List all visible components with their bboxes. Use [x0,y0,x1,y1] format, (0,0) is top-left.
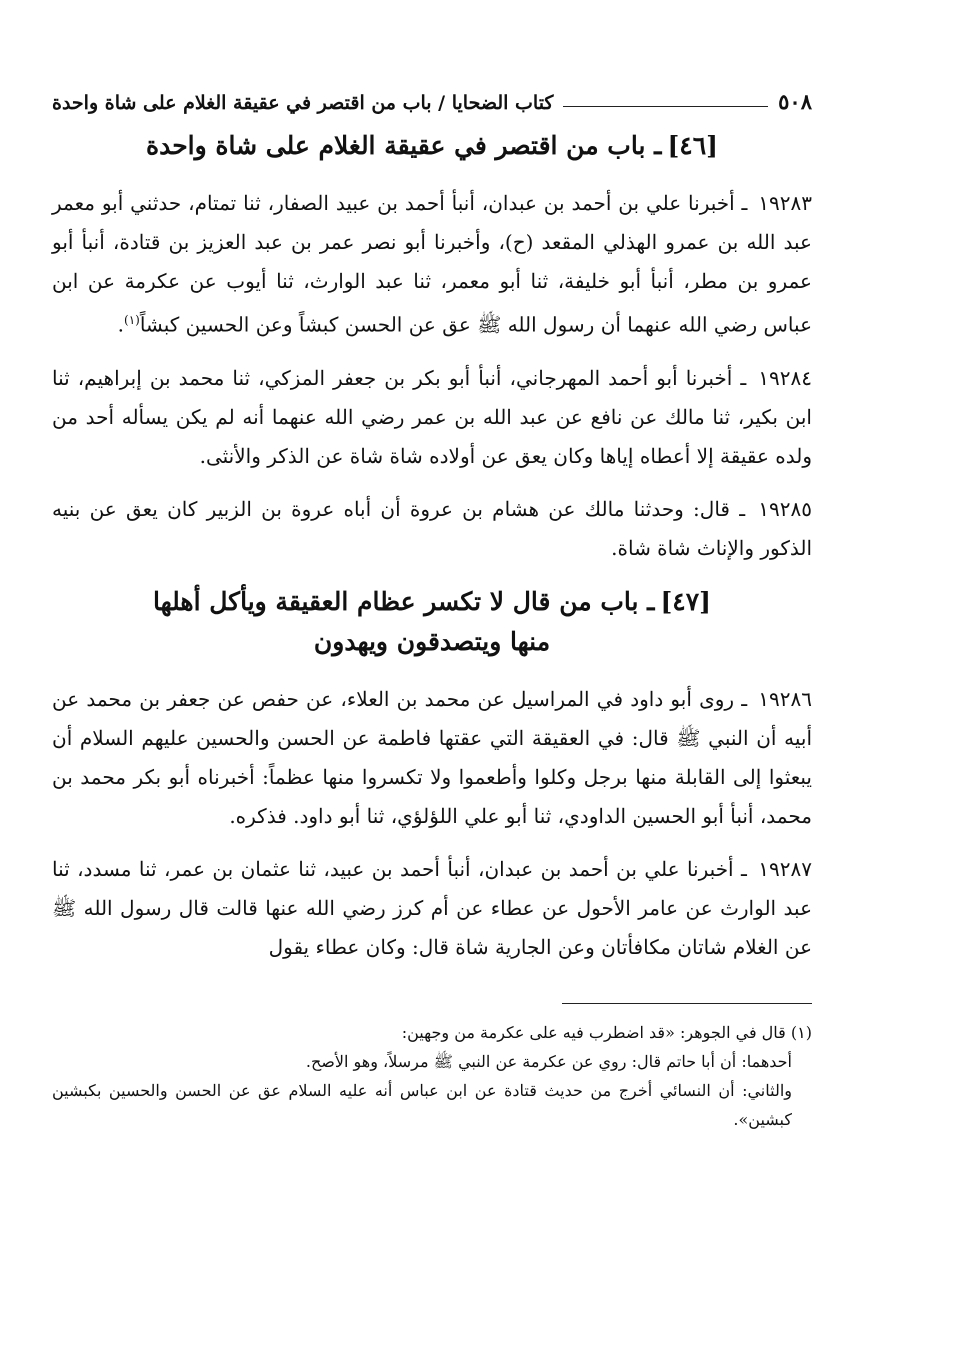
footnotes [52,1018,812,1134]
footnote-1-part2: والثاني: أن النسائي أخرج من حديث قتادة عن ابن عباس أنه عليه السلام عق عن الحسن والحسين بكبشين كبشين». [52,1080,793,1129]
chapter-title-line1: ـ باب من قال لا تكسر عظام العقيقة ويأكل أهلها [153,586,655,616]
footnote-ref[interactable]: (١) [124,313,140,327]
chapter-title-line2: منها ويتصدقون ويهدون [313,626,551,656]
chapter-number: [٤٦] [667,131,718,160]
chapter-heading-47 [52,582,812,662]
page-number: ٥٠٨ [778,89,812,114]
hadith-number: ١٩٢٨٤ [758,365,812,390]
footnote-rule [562,1003,812,1004]
hadith-number: ١٩٢٨٥ [758,496,813,521]
header-rule [563,106,768,107]
hadith-19286 [52,680,812,836]
hadith-19284 [52,359,812,476]
hadith-text: ـ روى أبو داود في المراسيل عن محمد بن العلاء، عن حفص عن جعفر بن محمد عن أبيه أن النبي ﷺ قال: في العقيقة التي عقتها فاطمة عن الحسن والحسين عليهم السلام أن يبعثوا إلى القابلة منها برجل وكلوا وأطعموا ولا تكسروا منها عظماً: أخبرناه أبو بكر محمد بن محمد، أنبأ أبو الحسين الداودي، ثنا أبو علي اللؤلؤي، ثنا أبو داود. فذكره. [52,686,812,828]
hadith-end: . [117,312,124,337]
chapter-title: ـ باب من اقتصر في عقيقة الغلام على شاة واحدة [145,131,662,160]
running-header [52,78,812,114]
footnote-1-part1: أحدهما: أن أبا حاتم قال: روي عن عكرمة عن النبي ﷺ مرسلاً، وهو الأصح. [305,1051,792,1071]
footnote-1: (١) قال في الجوهر: «قد اضطرب فيه على عكرمة من وجهين: [401,1022,812,1042]
book-page [52,78,812,1338]
hadith-19283 [52,184,812,345]
hadith-text: ـ أخبرنا علي بن أحمد بن عبدان، أنبأ أحمد بن عبيد الصفار، ثنا تمتام، حدثني أبو معمر عبد الله بن عمرو الهذلي المقعد (ح)، وأخبرنا أبو نصر عمر بن عبد العزيز بن قتادة، أنبأ أبو عمرو بن مطر، أنبأ أبو خليفة، ثنا أبو معمر، ثنا عبد الوارث، ثنا أيوب عن عكرمة عن ابن عباس رضي الله عنهما أن رسول الله ﷺ عق عن الحسن كبشاً وعن الحسين كبشاً [52,191,812,337]
running-title: كتاب الضحايا / باب من اقتصر في عقيقة الغلام على شاة واحدة [52,92,554,114]
hadith-number: ١٩٢٨٧ [758,856,813,881]
hadith-text: ـ قال: وحدثنا مالك عن هشام بن عروة أن أباه عروة بن الزبير كان يعق عن بنيه الذكور والإناث شاة شاة. [52,496,812,560]
hadith-number: ١٩٢٨٣ [758,191,813,215]
chapter-number: [٤٧] [660,586,711,616]
hadith-number: ١٩٢٨٦ [758,686,812,711]
hadith-text: ـ أخبرنا أبو أحمد المهرجاني، أنبأ أبو بكر بن جعفر المزكي، ثنا محمد بن إبراهيم، ثنا ابن بكير، ثنا مالك عن نافع عن عبد الله بن عمر رضي الله عنهما أنه لم يكن يسأله أحد من ولده عقيقة إلا أعطاه إياها وكان يعق عن أولاده شاة شاة عن الذكر والأنثى. [52,365,812,468]
chapter-heading-46 [52,126,812,166]
hadith-19287 [52,850,812,967]
hadith-text: ـ أخبرنا علي بن أحمد بن عبدان، أنبأ أحمد بن عبيد، ثنا عثمان بن عمر، ثنا مسدد، ثنا عبد الوارث عن عامر الأحول عن عطاء عن أم كرز رضي الله عنها قالت قال رسول الله ﷺ عن الغلام شاتان مكافأتان وعن الجارية شاة قال: وكان عطاء يقول [52,856,812,959]
hadith-19285 [52,490,812,568]
